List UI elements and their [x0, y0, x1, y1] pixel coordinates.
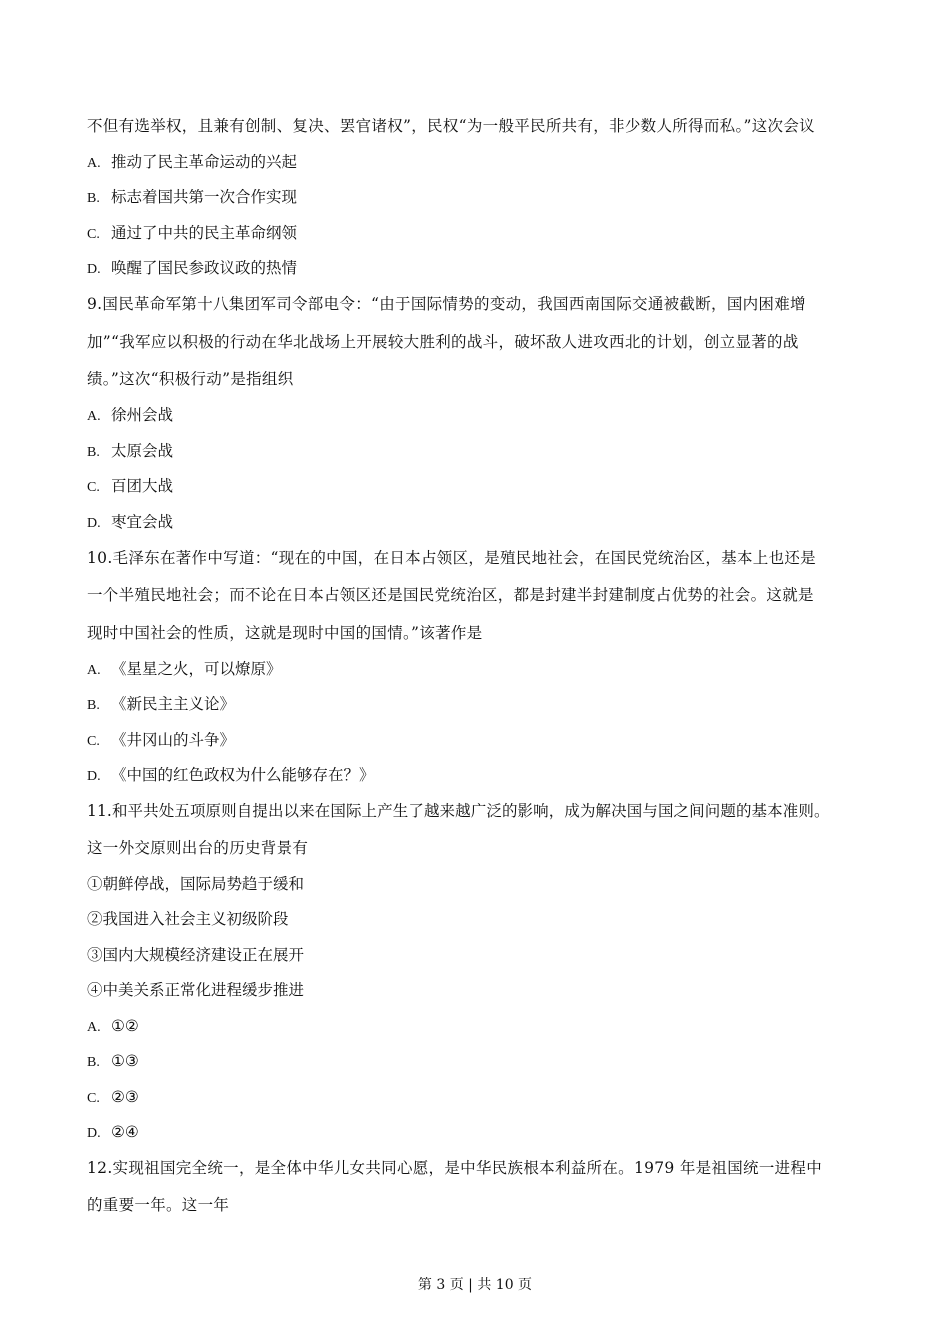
option-text: 《新民主主义论》 — [111, 695, 236, 713]
q8-option-a — [87, 152, 297, 174]
option-letter: B. — [87, 191, 100, 206]
q8-option-d — [87, 258, 297, 280]
q9-stem-line-3: 绩。”这次“积极行动”是指组织 — [87, 370, 294, 388]
option-text: 标志着国共第一次合作实现 — [111, 188, 298, 206]
q11-option-c — [87, 1087, 139, 1109]
option-letter: A. — [87, 663, 101, 678]
q9-option-d — [87, 512, 173, 534]
q11-option-d — [87, 1122, 139, 1144]
q9-stem-line-1: 9.国民革命军第十八集团军司令部电令：“由于国际情势的变动，我国西南国际交通被截断，国内困难增 — [87, 295, 806, 313]
option-text: 推动了民主革命运动的兴起 — [111, 153, 298, 171]
option-letter: D. — [87, 262, 101, 277]
option-letter: D. — [87, 1126, 101, 1141]
option-text: 《星星之火，可以燎原》 — [111, 660, 282, 678]
q11-option-b — [87, 1051, 139, 1073]
option-letter: A. — [87, 409, 101, 424]
q10-stem-line-2: 一个半殖民地社会；而不论在日本占领区还是国民党统治区，都是封建半封建制度占优势的社会。这就是 — [87, 586, 814, 604]
option-letter: B. — [87, 698, 100, 713]
page-number-footer: 第 3 页 | 共 10 页 — [417, 1277, 533, 1293]
option-text: 百团大战 — [111, 477, 174, 495]
option-text: ①③ — [111, 1052, 139, 1070]
option-text: ②④ — [111, 1123, 139, 1141]
option-letter: C. — [87, 227, 100, 242]
option-text: ①② — [111, 1017, 139, 1035]
q9-option-c — [87, 476, 173, 498]
option-letter: A. — [87, 1020, 101, 1035]
option-text: ②③ — [111, 1088, 139, 1106]
q10-stem-line-1: 10.毛泽东在著作中写道：“现在的中国，在日本占领区，是殖民地社会，在国民党统治区，基本上也还是 — [87, 549, 816, 567]
q11-stem-line-1: 11.和平共处五项原则自提出以来在国际上产生了越来越广泛的影响，成为解决国与国之间问题的基本准则。 — [87, 802, 830, 820]
q10-option-a — [87, 659, 282, 681]
option-letter: C. — [87, 480, 100, 495]
option-letter: C. — [87, 734, 100, 749]
q12-stem-line-1: 12.实现祖国完全统一，是全体中华儿女共同心愿，是中华民族根本利益所在。1979 年是祖国统一进程中 — [87, 1159, 823, 1177]
q10-stem-line-3: 现时中国社会的性质，这就是现时中国的国情。”该著作是 — [87, 624, 483, 642]
q11-option-a — [87, 1016, 139, 1038]
option-text: 《井冈山的斗争》 — [111, 731, 236, 749]
option-text: 枣宜会战 — [111, 513, 174, 531]
q10-option-c — [87, 730, 235, 752]
q8-stem-tail: 不但有选举权，且兼有创制、复决、罢官诸权”，民权“为一般平民所共有，非少数人所得而私。”这次会议 — [87, 117, 815, 135]
option-letter: D. — [87, 516, 101, 531]
q8-option-b — [87, 187, 297, 209]
q8-option-c — [87, 223, 297, 245]
option-text: 《中国的红色政权为什么能够存在？》 — [111, 766, 375, 784]
q11-stem-line-2: 这一外交原则出台的历史背景有 — [87, 839, 309, 857]
option-letter: B. — [87, 445, 100, 460]
q12-stem-line-2: 的重要一年。这一年 — [87, 1196, 230, 1214]
q11-item-1: ①朝鲜停战，国际局势趋于缓和 — [87, 875, 305, 893]
option-letter: C. — [87, 1091, 100, 1106]
option-text: 唤醒了国民参政议政的热情 — [111, 259, 298, 277]
option-letter: D. — [87, 769, 101, 784]
q11-item-4: ④中美关系正常化进程缓步推进 — [87, 981, 305, 999]
option-text: 通过了中共的民主革命纲领 — [111, 224, 298, 242]
q11-item-3: ③国内大规模经济建设正在展开 — [87, 946, 305, 964]
option-text: 太原会战 — [111, 442, 174, 460]
q11-item-2: ②我国进入社会主义初级阶段 — [87, 910, 289, 928]
q10-option-d — [87, 765, 375, 787]
q9-stem-line-2: 加”“我军应以积极的行动在华北战场上开展较大胜利的战斗，破坏敌人进攻西北的计划，创立显著的战 — [87, 333, 799, 351]
q10-option-b — [87, 694, 235, 716]
option-text: 徐州会战 — [111, 406, 174, 424]
option-letter: A. — [87, 156, 101, 171]
q9-option-a — [87, 405, 173, 427]
q9-option-b — [87, 441, 173, 463]
option-letter: B. — [87, 1055, 100, 1070]
